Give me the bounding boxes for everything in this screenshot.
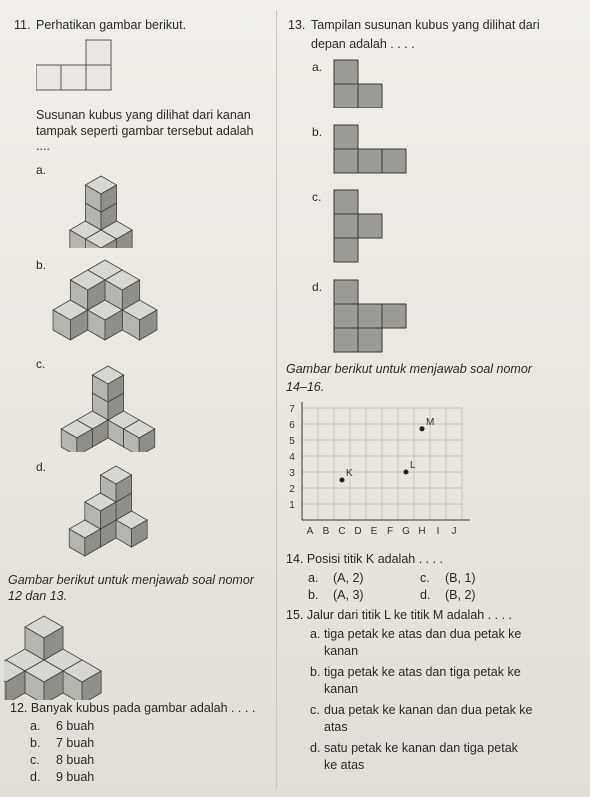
x-tick-label: E (370, 526, 378, 537)
q13-prompt-line1: Tampilan susunan kubus yang dilihat dari (311, 18, 540, 32)
q14-option-letter[interactable]: c. (420, 571, 430, 585)
q11-blank: .... (36, 139, 50, 153)
view-square (334, 125, 358, 149)
grid-point (420, 426, 425, 431)
y-tick-label: 4 (289, 452, 295, 463)
view-square (334, 304, 358, 328)
q15-option-text[interactable]: dua petak ke kanan dan dua petak ke (324, 703, 533, 717)
q12-cube-figure (4, 610, 124, 700)
q11-view-figure (36, 38, 116, 94)
q15-option-text[interactable]: satu petak ke kanan dan tiga petak (324, 741, 518, 755)
q14-option-value[interactable]: (A, 3) (333, 588, 364, 602)
q13-option-c-figure[interactable] (332, 188, 392, 264)
q15-option-letter[interactable]: d. (310, 741, 321, 755)
q11-option-c-label[interactable]: c. (36, 357, 46, 371)
view-square (334, 280, 358, 304)
view-square (86, 65, 111, 90)
instr-14-16-line2: 14–16. (286, 380, 325, 394)
view-square (86, 40, 111, 65)
q15-option-text[interactable]: ke atas (324, 758, 365, 772)
q14-option-value[interactable]: (B, 2) (445, 588, 476, 602)
grid-point-label: K (346, 468, 353, 479)
q12-option-value[interactable]: 7 buah (56, 736, 95, 750)
q15-prompt: 15. Jalur dari titik L ke titik M adalah . . . . (286, 608, 513, 622)
q15-option-text[interactable]: atas (324, 720, 348, 734)
grid-point (340, 478, 345, 483)
column-divider (276, 10, 277, 790)
x-tick-label: J (451, 526, 457, 537)
q12-option-letter[interactable]: b. (30, 736, 41, 750)
grid-point-label: L (410, 460, 416, 471)
q12-prompt: 12. Banyak kubus pada gambar adalah . . . . (10, 701, 256, 715)
q13-option-b-figure[interactable] (332, 123, 412, 175)
instr-12-13-line1: Gambar berikut untuk menjawab soal nomor (8, 573, 254, 587)
q13-option-d-label[interactable]: d. (312, 280, 323, 294)
x-tick-label: G (402, 526, 410, 537)
q13-option-b-label[interactable]: b. (312, 125, 323, 139)
view-square (358, 149, 382, 173)
y-tick-label: 2 (289, 484, 295, 495)
q11-prompt: Perhatikan gambar berikut. (36, 18, 187, 32)
q13-prompt-line2: depan adalah . . . . (311, 37, 415, 51)
q13-option-c-label[interactable]: c. (312, 190, 322, 204)
q12-option-value[interactable]: 6 buah (56, 719, 95, 733)
q11-option-a-label[interactable]: a. (36, 163, 47, 177)
view-square (334, 190, 358, 214)
q11-option-d-figure[interactable] (56, 460, 156, 565)
x-tick-label: I (436, 526, 440, 537)
x-tick-label: C (338, 526, 346, 537)
q13-option-a-figure[interactable] (332, 58, 392, 108)
grid-point (404, 470, 409, 475)
q11-text-line1: Susunan kubus yang dilihat dari kanan (36, 108, 251, 122)
q11-option-c-figure[interactable] (58, 362, 178, 452)
y-tick-label: 3 (289, 468, 295, 479)
q13-option-d-figure[interactable] (332, 278, 412, 354)
q12-option-letter[interactable]: d. (30, 770, 41, 784)
x-tick-label: D (354, 526, 362, 537)
view-square (358, 328, 382, 352)
x-tick-label: F (386, 526, 394, 537)
view-square (61, 65, 86, 90)
view-square (382, 304, 406, 328)
y-tick-label: 5 (289, 436, 295, 447)
view-square (334, 149, 358, 173)
view-square (334, 84, 358, 108)
q11-number: 11. (14, 18, 31, 32)
q14-option-letter[interactable]: d. (420, 588, 431, 602)
q15-option-text[interactable]: kanan (324, 682, 359, 696)
q13-option-a-label[interactable]: a. (312, 60, 323, 74)
q14-option-value[interactable]: (B, 1) (445, 571, 476, 585)
instr-14-16-line1: Gambar berikut untuk menjawab soal nomor (286, 362, 532, 376)
q11-option-d-label[interactable]: d. (36, 460, 47, 474)
view-square (334, 238, 358, 262)
y-tick-label: 1 (289, 500, 295, 511)
q14-option-letter[interactable]: a. (308, 571, 319, 585)
view-square (334, 214, 358, 238)
q15-option-text[interactable]: tiga petak ke atas dan dua petak ke (324, 627, 522, 641)
view-square (382, 149, 406, 173)
q15-option-text[interactable]: tiga petak ke atas dan tiga petak ke (324, 665, 521, 679)
q12-option-letter[interactable]: c. (30, 753, 40, 767)
coordinate-grid (280, 402, 470, 542)
q12-option-value[interactable]: 9 buah (56, 770, 95, 784)
q14-option-value[interactable]: (A, 2) (333, 571, 364, 585)
view-square (358, 304, 382, 328)
q15-option-letter[interactable]: c. (310, 703, 320, 717)
y-tick-label: 7 (289, 404, 295, 415)
x-tick-label: H (418, 526, 426, 537)
q11-option-b-label[interactable]: b. (36, 258, 47, 272)
q15-option-text[interactable]: kanan (324, 644, 359, 658)
q12-option-value[interactable]: 8 buah (56, 753, 95, 767)
q11-text-line2: tampak seperti gambar tersebut adalah (36, 124, 254, 138)
q12-option-letter[interactable]: a. (30, 719, 41, 733)
q13-number: 13. (288, 18, 306, 32)
x-tick-label: A (306, 526, 314, 537)
view-square (36, 65, 61, 90)
view-square (358, 214, 382, 238)
q11-option-b-figure[interactable] (50, 254, 160, 344)
q15-option-letter[interactable]: b. (310, 665, 321, 679)
view-square (334, 60, 358, 84)
q14-option-letter[interactable]: b. (308, 588, 319, 602)
q11-option-a-figure[interactable] (56, 168, 146, 248)
x-tick-label: B (322, 526, 330, 537)
grid-point-label: M (426, 416, 435, 428)
view-square (358, 84, 382, 108)
q14-prompt: 14. Posisi titik K adalah . . . . (286, 552, 444, 566)
y-tick-label: 6 (289, 420, 295, 431)
instr-12-13-line2: 12 dan 13. (8, 589, 68, 603)
view-square (334, 328, 358, 352)
q15-option-letter[interactable]: a. (310, 627, 321, 641)
